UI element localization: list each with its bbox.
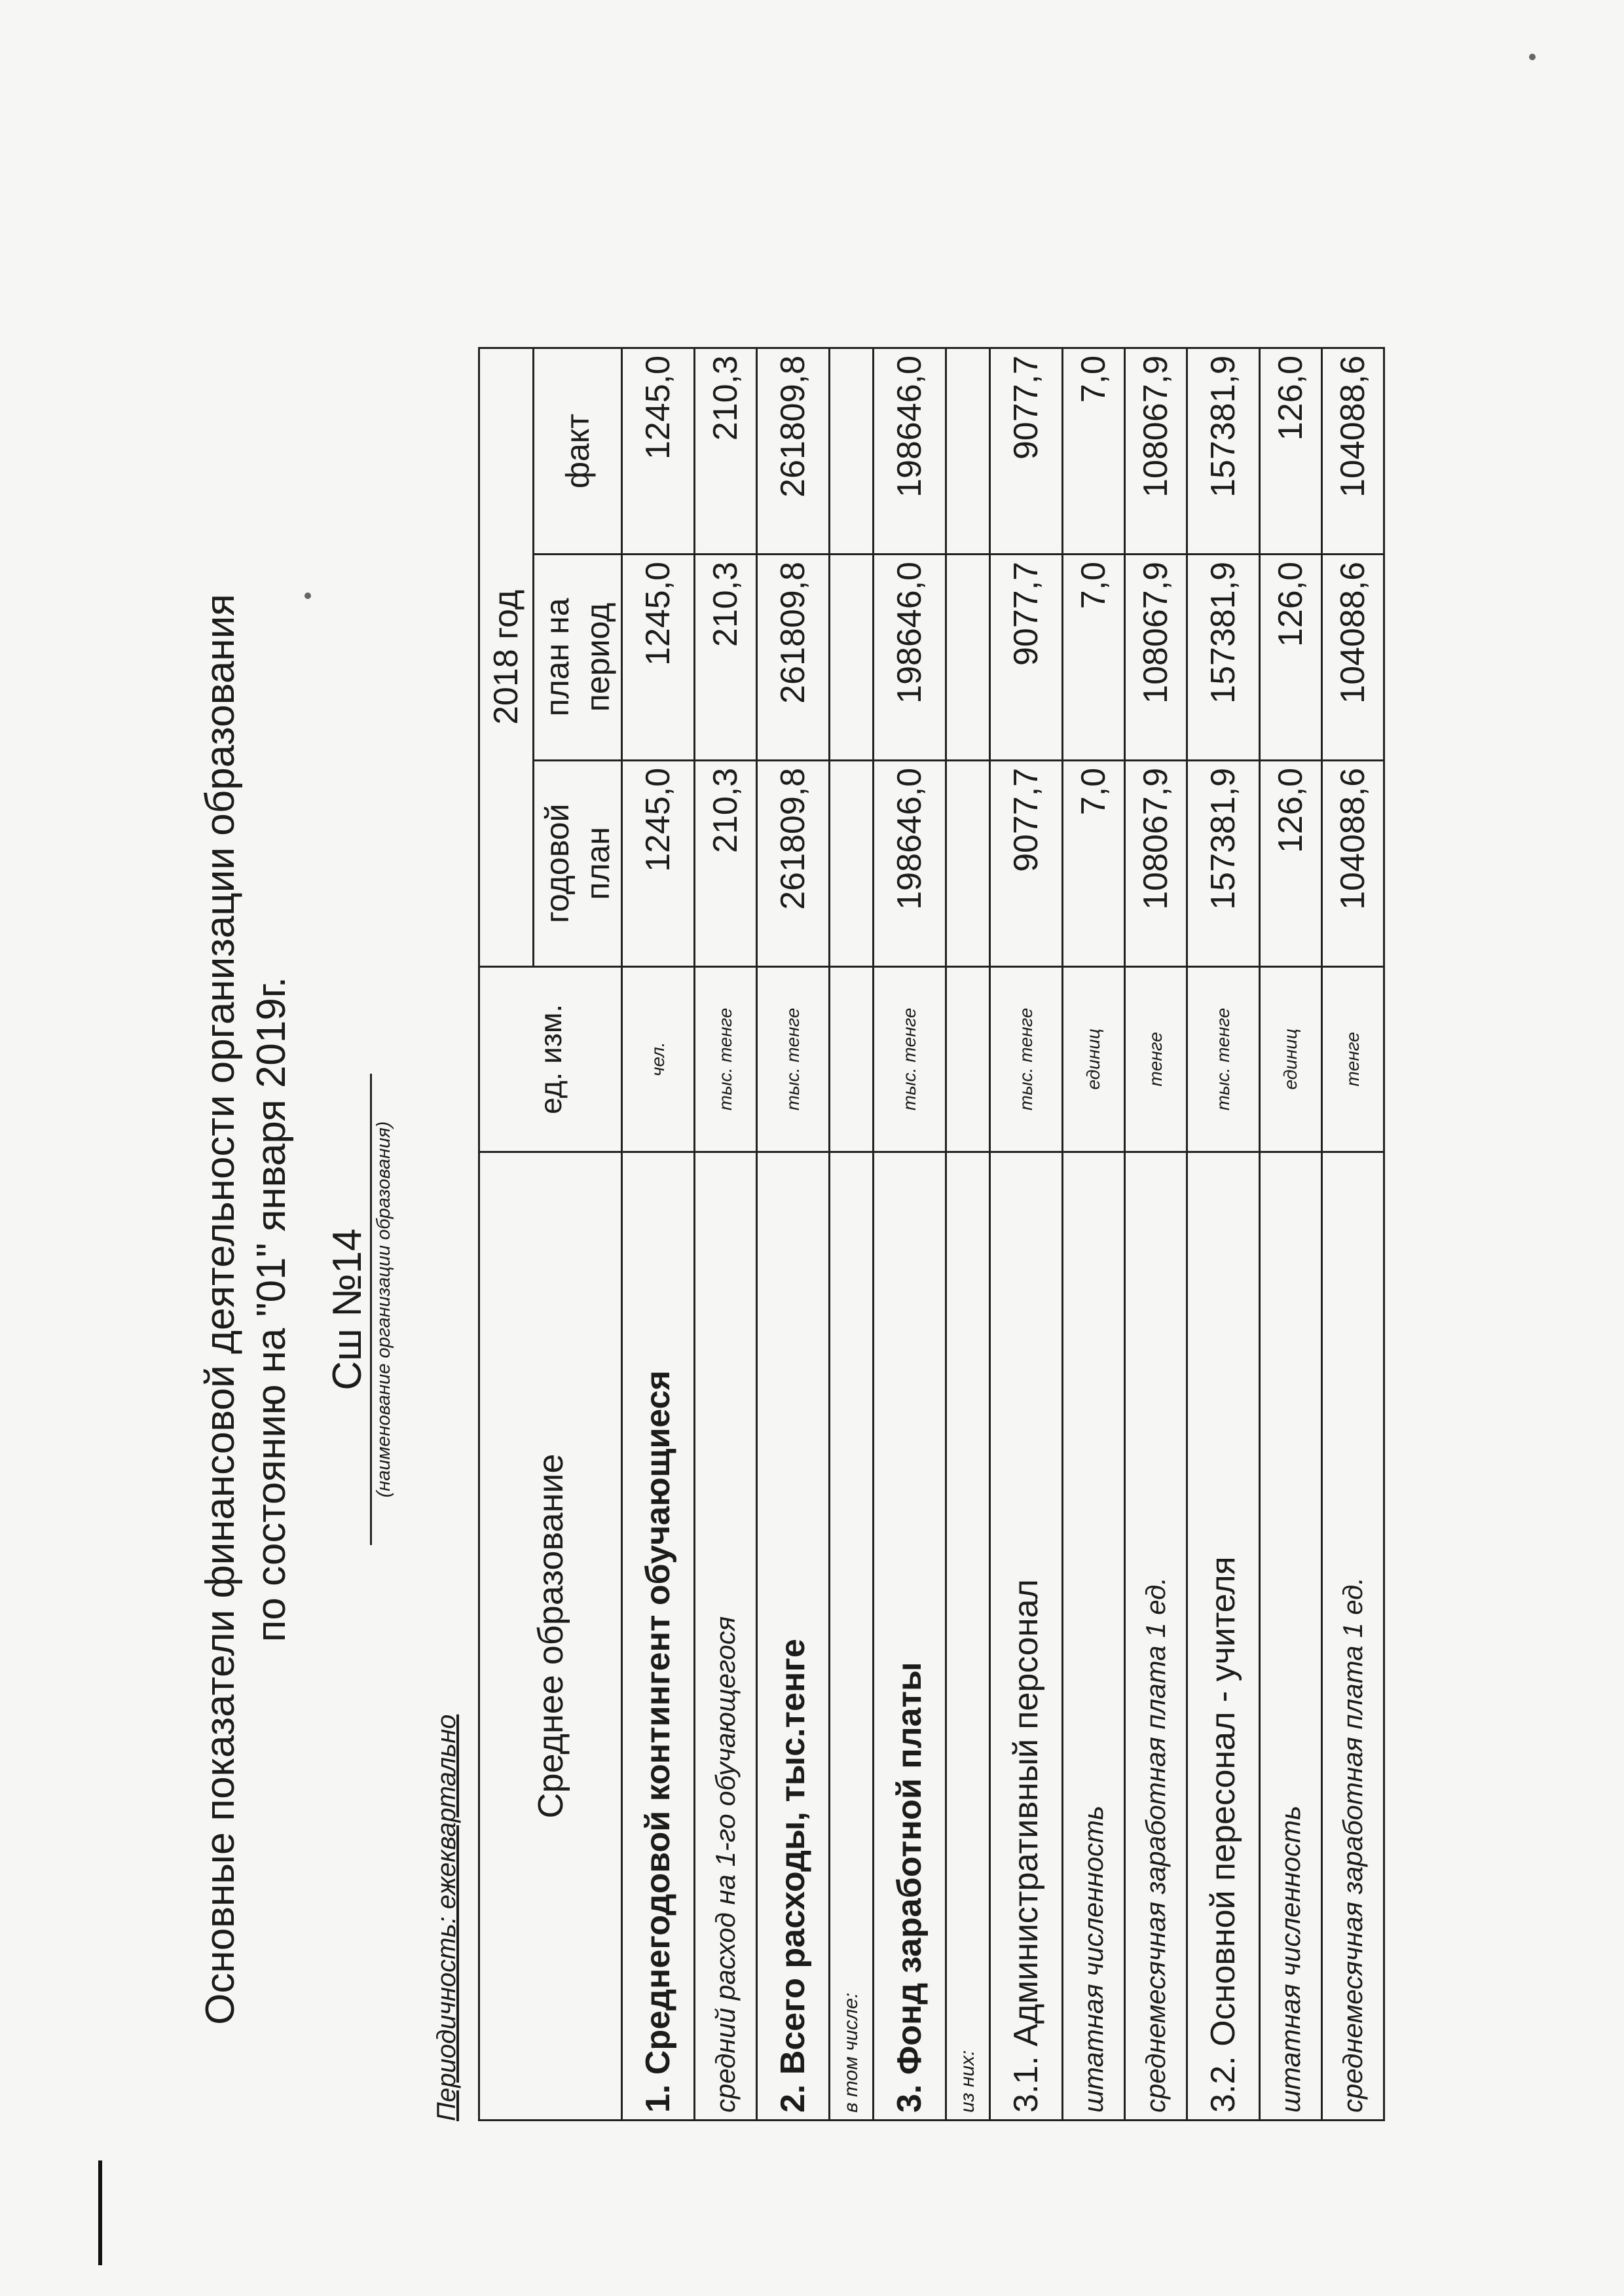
cell-period-plan: 210,3: [695, 554, 757, 760]
row-label: в том числе:: [830, 1152, 874, 2120]
cell-period-plan: 104088,6: [1322, 554, 1384, 760]
cell-period-plan: [946, 554, 990, 760]
scan-speck: [1529, 54, 1536, 60]
cell-annual-plan: [830, 760, 874, 966]
row-unit: тыс. тенге: [990, 966, 1063, 1152]
row-label: штатная численность: [1063, 1152, 1125, 2120]
document-title: [195, 458, 297, 2160]
row-unit: [830, 966, 874, 1152]
row-label: из них:: [946, 1152, 990, 2120]
cell-annual-plan: 9077,7: [990, 760, 1063, 966]
cell-fact: [830, 348, 874, 555]
row-label: штатная численность: [1260, 1152, 1322, 2120]
table-row: [990, 348, 1063, 2121]
cell-fact: 198646,0: [874, 348, 946, 555]
cell-annual-plan: 104088,6: [1322, 760, 1384, 966]
row-unit: тыс. тенге: [757, 966, 830, 1152]
cell-fact: 9077,7: [990, 348, 1063, 555]
row-unit: [946, 966, 990, 1152]
cell-period-plan: 9077,7: [990, 554, 1063, 760]
table-row: [622, 348, 695, 2121]
table-row: [1260, 348, 1322, 2121]
row-label: 3. Фонд заработной платы: [874, 1152, 946, 2120]
row-unit: тенге: [1125, 966, 1187, 1152]
organization-note: (наименование организации образования): [373, 1121, 394, 1498]
cell-annual-plan: 261809,8: [757, 760, 830, 966]
cell-annual-plan: 1245,0: [622, 760, 695, 966]
cell-fact: 7,0: [1063, 348, 1125, 555]
row-label: среднемесячная заработная плата 1 ед.: [1125, 1152, 1187, 2120]
scan-margin-mark: [98, 2160, 102, 2265]
cell-period-plan: 198646,0: [874, 554, 946, 760]
row-unit: чел.: [622, 966, 695, 1152]
header-unit: ед. изм.: [479, 966, 622, 1152]
financial-indicators-table: [478, 347, 1385, 2121]
periodicity-label: Периодичность: ежеквартально: [432, 1714, 461, 2121]
cell-period-plan: 7,0: [1063, 554, 1125, 760]
cell-period-plan: 126,0: [1260, 554, 1322, 760]
table-row: [1063, 348, 1125, 2121]
cell-period-plan: [830, 554, 874, 760]
row-label: 2. Всего расходы, тыс.тенге: [757, 1152, 830, 2120]
table-row: [830, 348, 874, 2121]
row-label: средний расход на 1-го обучающегося: [695, 1152, 757, 2120]
table-row: [757, 348, 830, 2121]
header-annual-plan: годовой план: [534, 760, 622, 966]
header-year: 2018 год: [479, 348, 534, 967]
header-period-plan: план на период: [534, 554, 622, 760]
cell-period-plan: 157381,9: [1187, 554, 1260, 760]
row-unit: тыс. тенге: [1187, 966, 1260, 1152]
cell-fact: 261809,8: [757, 348, 830, 555]
cell-fact: 126,0: [1260, 348, 1322, 555]
cell-fact: [946, 348, 990, 555]
row-label: 1. Среднегодовой контингент обучающиеся: [622, 1152, 695, 2120]
row-label: среднемесячная заработная плата 1 ед.: [1322, 1152, 1384, 2120]
organization-name: Сш №14: [325, 1228, 370, 1391]
cell-annual-plan: 157381,9: [1187, 760, 1260, 966]
table-row: [874, 348, 946, 2121]
cell-fact: 104088,6: [1322, 348, 1384, 555]
table-row: [695, 348, 757, 2121]
cell-annual-plan: 7,0: [1063, 760, 1125, 966]
rotated-page-content: [157, 196, 1401, 2160]
cell-period-plan: 261809,8: [757, 554, 830, 760]
title-line-1: Основные показатели финансовой деятельности организации образования: [198, 594, 243, 2025]
cell-annual-plan: 108067,9: [1125, 760, 1187, 966]
row-unit: единиц: [1260, 966, 1322, 1152]
header-fact: факт: [534, 348, 622, 555]
row-unit: тыс. тенге: [874, 966, 946, 1152]
table-row: [1125, 348, 1187, 2121]
title-line-2: по состоянию на "01" января 2019г.: [249, 976, 294, 1643]
row-unit: тыс. тенге: [695, 966, 757, 1152]
row-label: 3.1. Административный персонал: [990, 1152, 1063, 2120]
cell-fact: 157381,9: [1187, 348, 1260, 555]
cell-annual-plan: 210,3: [695, 760, 757, 966]
cell-annual-plan: [946, 760, 990, 966]
cell-fact: 108067,9: [1125, 348, 1187, 555]
organization-underline: [370, 1074, 372, 1545]
table-row: [1322, 348, 1384, 2121]
table-row: [1187, 348, 1260, 2121]
row-unit: единиц: [1063, 966, 1125, 1152]
cell-period-plan: 1245,0: [622, 554, 695, 760]
table-row: [946, 348, 990, 2121]
cell-fact: 1245,0: [622, 348, 695, 555]
header-indicator: Среднее образование: [479, 1152, 622, 2120]
cell-fact: 210,3: [695, 348, 757, 555]
row-label: 3.2. Основной пересонал - учителя: [1187, 1152, 1260, 2120]
cell-annual-plan: 126,0: [1260, 760, 1322, 966]
row-unit: тенге: [1322, 966, 1384, 1152]
cell-annual-plan: 198646,0: [874, 760, 946, 966]
cell-period-plan: 108067,9: [1125, 554, 1187, 760]
